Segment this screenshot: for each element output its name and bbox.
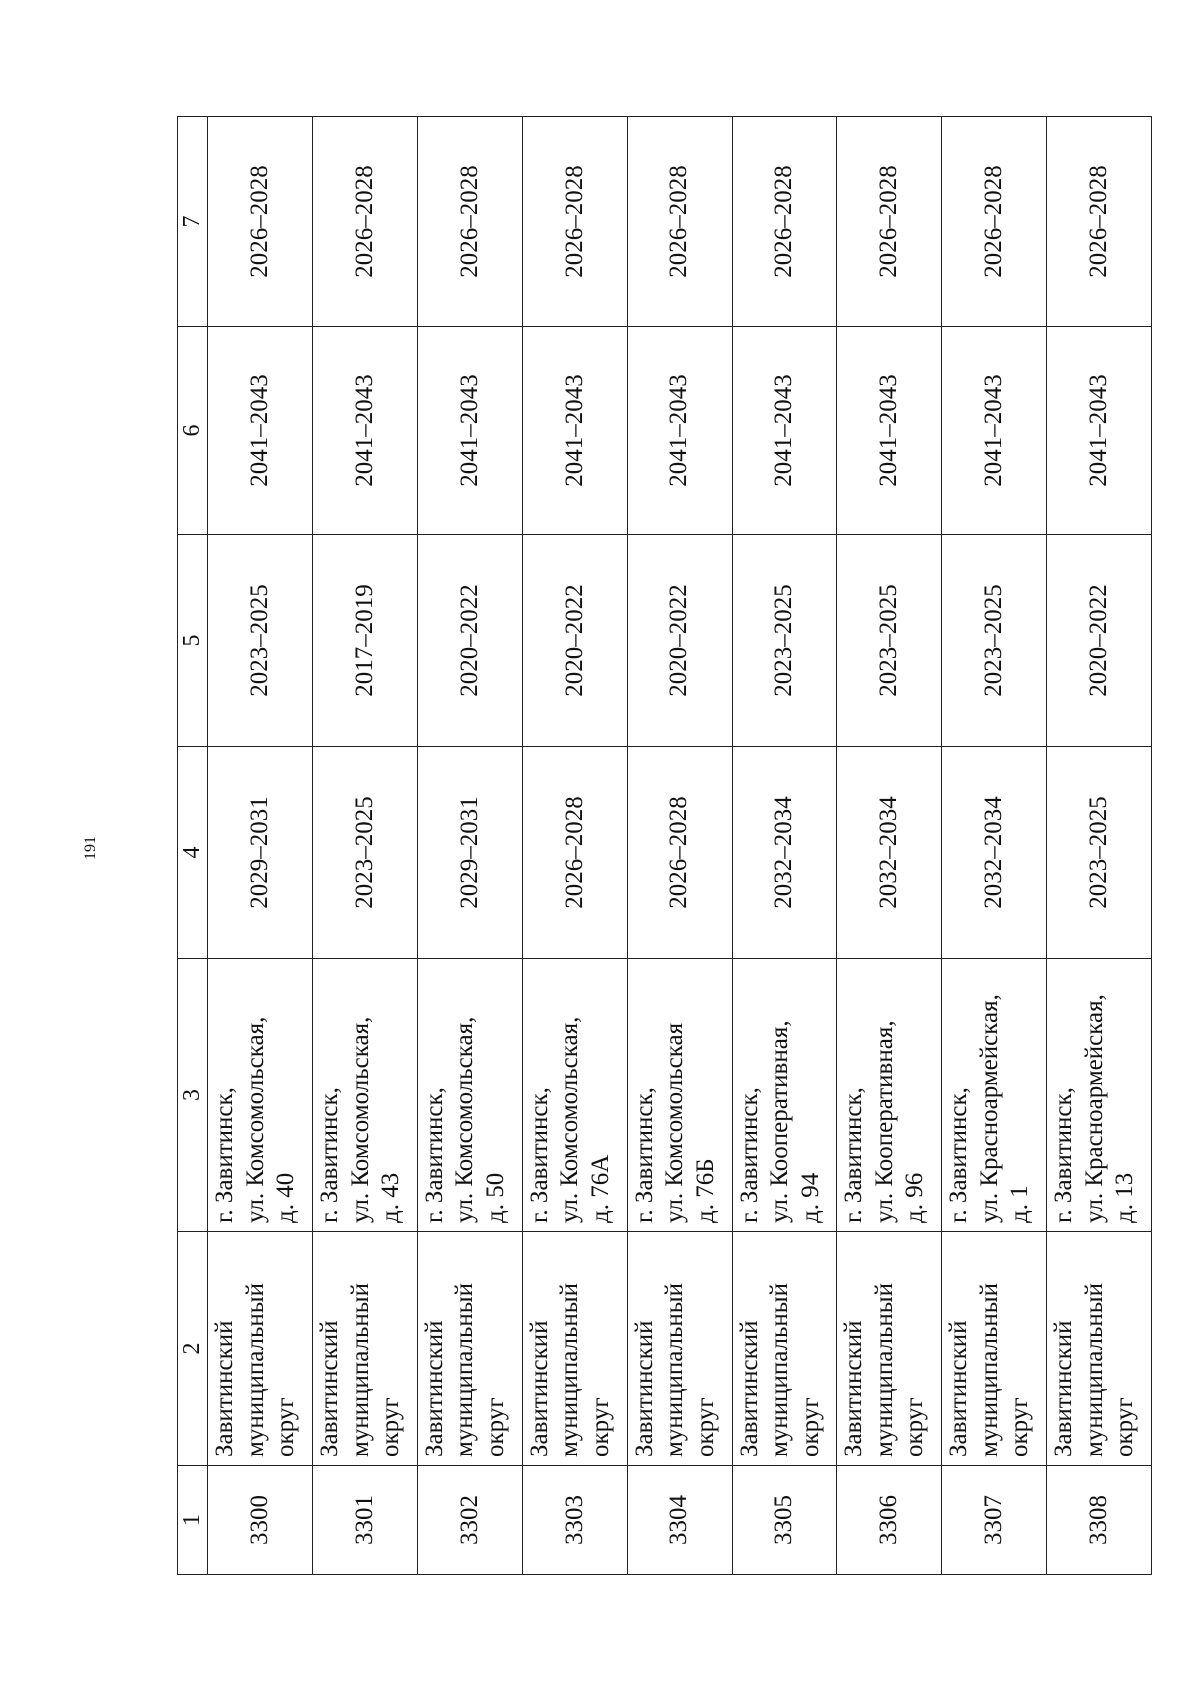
address-cell-line: г. Завитинск, — [840, 1087, 868, 1223]
address-cell — [313, 959, 418, 1232]
period-col6-cell: 2041–2043 — [732, 327, 837, 535]
municipality-cell-line: округ — [272, 1397, 300, 1457]
period-col5-cell: 2023–2025 — [208, 535, 313, 747]
period-col5-cell: 2020–2022 — [1047, 535, 1152, 747]
address-cell-line: г. Завитинск, — [525, 1087, 553, 1223]
period-col6-cell: 2041–2043 — [417, 327, 522, 535]
period-col4-cell: 2023–2025 — [313, 747, 418, 959]
address-cell-line: д. 43 — [377, 1172, 405, 1223]
row-number-cell: 3301 — [313, 1466, 418, 1575]
address-cell — [417, 959, 522, 1232]
municipality-cell-line: муниципальный — [451, 1283, 479, 1457]
municipality-cell — [1047, 1232, 1152, 1466]
table-row — [313, 117, 418, 1575]
period-col6-cell: 2041–2043 — [208, 327, 313, 535]
table-body — [178, 117, 1152, 1575]
table-row — [208, 117, 313, 1575]
municipality-cell-line: муниципальный — [870, 1283, 898, 1457]
municipality-cell-line: округ — [481, 1397, 509, 1457]
address-cell-line: г. Завитинск, — [316, 1087, 344, 1223]
header-cell-4: 4 — [178, 747, 208, 959]
municipality-cell-line: Завитинский — [630, 1320, 658, 1457]
municipality-cell-line: Завитинский — [211, 1320, 239, 1457]
period-col7-cell: 2026–2028 — [837, 117, 942, 327]
address-cell-line: ул. Комсомольская, — [241, 1016, 269, 1223]
municipality-cell — [732, 1232, 837, 1466]
period-col4-cell: 2026–2028 — [627, 747, 732, 959]
period-col7-cell: 2026–2028 — [942, 117, 1047, 327]
rotated-table-wrapper — [177, 117, 1152, 1575]
header-cell-7: 7 — [178, 117, 208, 327]
municipality-cell-line: Завитинский — [525, 1320, 553, 1457]
period-col7-cell: 2026–2028 — [627, 117, 732, 327]
header-row — [178, 117, 208, 1575]
table-row — [942, 117, 1047, 1575]
address-cell-line: г. Завитинск, — [945, 1087, 973, 1223]
municipality-cell-line: муниципальный — [241, 1283, 269, 1457]
period-col7-cell: 2026–2028 — [208, 117, 313, 327]
address-cell-line: ул. Красноармейская, — [1080, 994, 1108, 1223]
table-row — [1047, 117, 1152, 1575]
address-cell — [1047, 959, 1152, 1232]
schedule-table — [177, 116, 1152, 1575]
period-col4-cell: 2032–2034 — [837, 747, 942, 959]
period-col4-cell: 2029–2031 — [208, 747, 313, 959]
row-number-cell: 3303 — [522, 1466, 627, 1575]
table-row — [417, 117, 522, 1575]
address-cell-line: г. Завитинск, — [211, 1087, 239, 1223]
address-cell-line: г. Завитинск, — [1050, 1087, 1078, 1223]
address-cell-line: ул. Комсомольская, — [346, 1016, 374, 1223]
period-col7-cell: 2026–2028 — [1047, 117, 1152, 327]
period-col5-cell: 2020–2022 — [522, 535, 627, 747]
row-number-cell: 3304 — [627, 1466, 732, 1575]
address-cell-line: д. 40 — [272, 1172, 300, 1223]
address-cell-line: г. Завитинск, — [735, 1087, 763, 1223]
header-cell-3: 3 — [178, 959, 208, 1232]
address-cell — [837, 959, 942, 1232]
municipality-cell — [208, 1232, 313, 1466]
municipality-cell-line: муниципальный — [346, 1283, 374, 1457]
period-col6-cell: 2041–2043 — [837, 327, 942, 535]
period-col6-cell: 2041–2043 — [313, 327, 418, 535]
period-col5-cell: 2023–2025 — [732, 535, 837, 747]
row-number-cell: 3306 — [837, 1466, 942, 1575]
table-row — [627, 117, 732, 1575]
period-col7-cell: 2026–2028 — [417, 117, 522, 327]
row-number-cell: 3302 — [417, 1466, 522, 1575]
address-cell-line: д. 1 — [1006, 1185, 1034, 1223]
address-cell — [627, 959, 732, 1232]
address-cell-line: г. Завитинск, — [420, 1087, 448, 1223]
municipality-cell — [627, 1232, 732, 1466]
address-cell — [942, 959, 1047, 1232]
address-cell-line: г. Завитинск, — [630, 1087, 658, 1223]
municipality-cell-line: муниципальный — [1080, 1283, 1108, 1457]
address-cell-line: ул. Комсомольская, — [556, 1016, 584, 1223]
page-number: 191 — [82, 836, 99, 860]
municipality-cell-line: муниципальный — [766, 1283, 794, 1457]
period-col4-cell: 2029–2031 — [417, 747, 522, 959]
period-col5-cell: 2020–2022 — [627, 535, 732, 747]
municipality-cell-line: округ — [1111, 1397, 1139, 1457]
period-col6-cell: 2041–2043 — [522, 327, 627, 535]
address-cell-line: ул. Комсомольская — [661, 1022, 689, 1223]
address-cell-line: д. 76А — [586, 1154, 614, 1223]
period-col6-cell: 2041–2043 — [1047, 327, 1152, 535]
period-col4-cell: 2032–2034 — [732, 747, 837, 959]
period-col4-cell: 2032–2034 — [942, 747, 1047, 959]
municipality-cell — [313, 1232, 418, 1466]
municipality-cell-line: округ — [796, 1397, 824, 1457]
municipality-cell — [942, 1232, 1047, 1466]
address-cell-line: ул. Комсомольская, — [451, 1016, 479, 1223]
period-col6-cell: 2041–2043 — [627, 327, 732, 535]
municipality-cell-line: округ — [1006, 1397, 1034, 1457]
address-cell-line: ул. Красноармейская, — [975, 994, 1003, 1223]
period-col4-cell: 2026–2028 — [522, 747, 627, 959]
municipality-cell-line: округ — [901, 1397, 929, 1457]
address-cell-line: д. 76Б — [691, 1158, 719, 1223]
period-col5-cell: 2023–2025 — [837, 535, 942, 747]
period-col5-cell: 2017–2019 — [313, 535, 418, 747]
period-col5-cell: 2023–2025 — [942, 535, 1047, 747]
header-cell-5: 5 — [178, 535, 208, 747]
table-row — [522, 117, 627, 1575]
table-row — [732, 117, 837, 1575]
municipality-cell — [837, 1232, 942, 1466]
address-cell-line: ул. Кооперативная, — [766, 1020, 794, 1223]
address-cell-line: ул. Кооперативная, — [870, 1020, 898, 1223]
row-number-cell: 3300 — [208, 1466, 313, 1575]
period-col7-cell: 2026–2028 — [313, 117, 418, 327]
address-cell — [732, 959, 837, 1232]
period-col7-cell: 2026–2028 — [732, 117, 837, 327]
municipality-cell-line: Завитинский — [316, 1320, 344, 1457]
header-cell-6: 6 — [178, 327, 208, 535]
municipality-cell-line: муниципальный — [975, 1283, 1003, 1457]
address-cell — [208, 959, 313, 1232]
municipality-cell-line: муниципальный — [661, 1283, 689, 1457]
address-cell-line: д. 94 — [796, 1172, 824, 1223]
period-col4-cell: 2023–2025 — [1047, 747, 1152, 959]
municipality-cell-line: Завитинский — [945, 1320, 973, 1457]
row-number-cell: 3308 — [1047, 1466, 1152, 1575]
header-cell-1: 1 — [178, 1466, 208, 1575]
address-cell — [522, 959, 627, 1232]
row-number-cell: 3305 — [732, 1466, 837, 1575]
header-cell-2: 2 — [178, 1232, 208, 1466]
address-cell-line: д. 96 — [901, 1172, 929, 1223]
period-col7-cell: 2026–2028 — [522, 117, 627, 327]
municipality-cell-line: округ — [691, 1397, 719, 1457]
municipality-cell-line: Завитинский — [1050, 1320, 1078, 1457]
municipality-cell-line: муниципальный — [556, 1283, 584, 1457]
municipality-cell-line: округ — [377, 1397, 405, 1457]
table-row — [837, 117, 942, 1575]
period-col6-cell: 2041–2043 — [942, 327, 1047, 535]
municipality-cell-line: Завитинский — [735, 1320, 763, 1457]
municipality-cell-line: округ — [586, 1397, 614, 1457]
address-cell-line: д. 50 — [481, 1172, 509, 1223]
municipality-cell — [417, 1232, 522, 1466]
row-number-cell: 3307 — [942, 1466, 1047, 1575]
municipality-cell — [522, 1232, 627, 1466]
address-cell-line: д. 13 — [1111, 1172, 1139, 1223]
municipality-cell-line: Завитинский — [420, 1320, 448, 1457]
municipality-cell-line: Завитинский — [840, 1320, 868, 1457]
period-col5-cell: 2020–2022 — [417, 535, 522, 747]
